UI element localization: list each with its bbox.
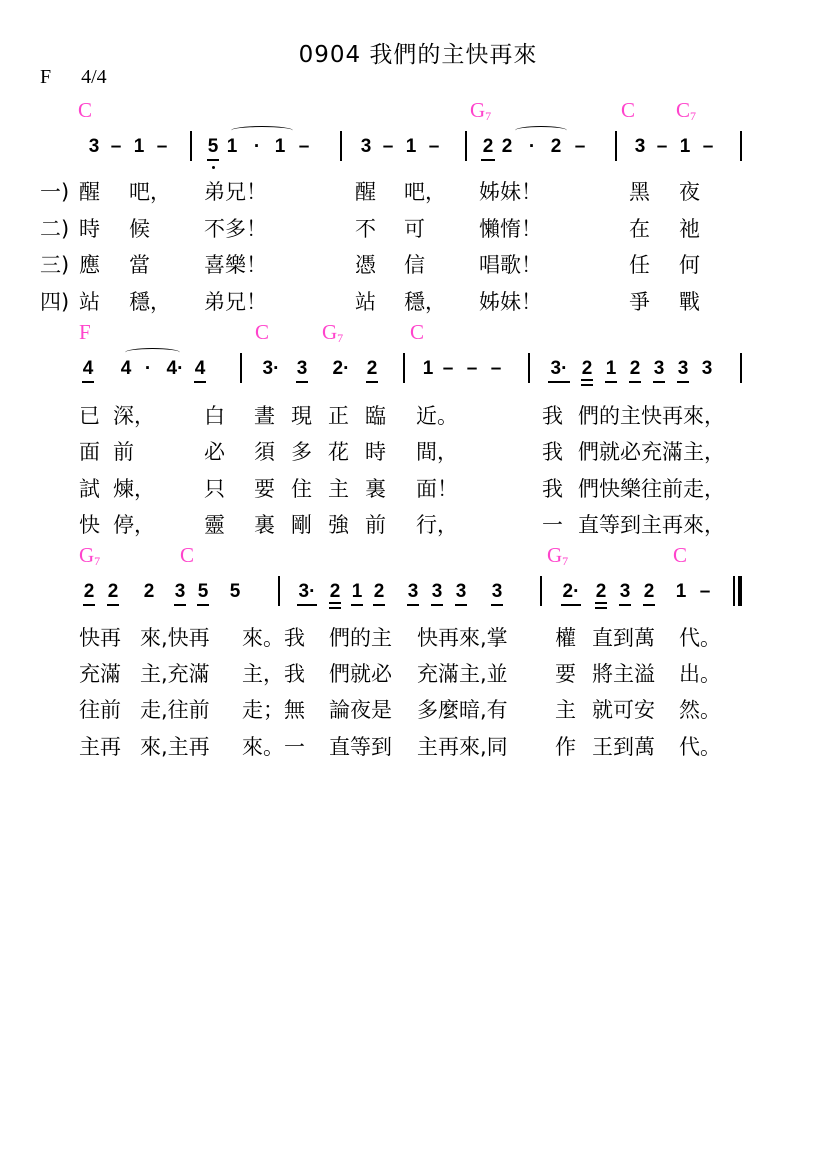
barline bbox=[278, 576, 280, 606]
lyric: 要 bbox=[254, 477, 275, 501]
tie-slur bbox=[125, 348, 180, 357]
barline bbox=[465, 131, 467, 161]
lyric: 作 bbox=[555, 735, 576, 759]
chord-label: C bbox=[621, 98, 636, 122]
tie-slur bbox=[231, 126, 293, 135]
chord-label: $G_7$ bbox=[79, 543, 101, 568]
measure-3: 3 – 1 – bbox=[360, 136, 440, 157]
lyric: 主 bbox=[555, 698, 576, 722]
lyric: 代。 bbox=[679, 735, 721, 759]
lyric: 出。 bbox=[679, 662, 721, 686]
lyric: 醒 bbox=[355, 180, 376, 204]
chord-label: $C_7$ bbox=[676, 98, 697, 123]
lyric: 來。一 bbox=[242, 735, 305, 759]
lyric: 裏 bbox=[365, 477, 386, 501]
chord-label: $G_7$ bbox=[322, 320, 344, 345]
lyric: 面！ bbox=[416, 477, 458, 501]
chord-label: C bbox=[410, 320, 425, 344]
chord-label: C bbox=[78, 98, 93, 122]
lyric: 們的主快再來， bbox=[578, 404, 725, 428]
lyric: 可 bbox=[404, 217, 425, 241]
lyric: 當 bbox=[129, 253, 150, 277]
lyric: 主再 bbox=[79, 735, 121, 759]
measure-2: 3· 2 1 2 3 3 3 3 bbox=[296, 581, 504, 603]
lyric: 主 bbox=[328, 477, 349, 501]
measure-1: 2 2 2 3 5 5 bbox=[83, 581, 241, 602]
time-signature: 4/4 bbox=[81, 66, 107, 88]
lyric: 正 bbox=[328, 404, 349, 428]
lyric: 前 bbox=[113, 440, 134, 464]
lyric: 醒 bbox=[79, 180, 100, 204]
lyric: 夜 bbox=[679, 180, 700, 204]
lyric: 快再來,掌 bbox=[417, 626, 508, 650]
lyric: 已 bbox=[79, 404, 100, 428]
lyric: 充滿主,並 bbox=[417, 662, 508, 686]
lyric: 將主溢 bbox=[592, 662, 655, 686]
lyric: 一 bbox=[542, 513, 563, 537]
chord-label: $G_7$ bbox=[547, 543, 569, 568]
lyric: 裏 bbox=[254, 513, 275, 537]
lyric: 主再來,同 bbox=[417, 735, 508, 759]
lyric: 喜樂！ bbox=[204, 253, 267, 277]
barline bbox=[528, 353, 530, 383]
lyric: 戰 bbox=[679, 290, 700, 314]
lyric: 就可安 bbox=[592, 698, 655, 722]
lyric: 要 bbox=[555, 662, 576, 686]
lyric: 爭 bbox=[629, 290, 650, 314]
lyric: 深， bbox=[113, 404, 155, 428]
lyric: 候 bbox=[129, 217, 150, 241]
final-barline-thick bbox=[738, 576, 742, 606]
lyric: 時 bbox=[79, 217, 100, 241]
lyric: 王到萬 bbox=[592, 735, 655, 759]
lyric: 花 bbox=[328, 440, 349, 464]
lyric: 往前 bbox=[79, 698, 121, 722]
lyric: 主，我 bbox=[242, 662, 305, 686]
lyric: 祂 bbox=[679, 217, 700, 241]
lyric: 論夜是 bbox=[329, 698, 392, 722]
barline bbox=[340, 131, 342, 161]
chord-label: $G_7$ bbox=[470, 98, 492, 123]
barline bbox=[615, 131, 617, 161]
lyric: 黑 bbox=[629, 180, 650, 204]
lyric: 穩， bbox=[404, 290, 446, 314]
verse-number: 一) bbox=[40, 180, 70, 204]
verse-number: 四) bbox=[40, 290, 70, 314]
lyric: 站 bbox=[355, 290, 376, 314]
lyric: 現 bbox=[291, 404, 312, 428]
lyric: 我 bbox=[542, 404, 563, 428]
lyric: 白 bbox=[204, 404, 225, 428]
measure-1: 4 4 · 4· 4 bbox=[82, 358, 206, 379]
lyric: 站 bbox=[79, 290, 100, 314]
key-signature: F bbox=[40, 66, 52, 88]
lyric: 時 bbox=[365, 440, 386, 464]
chord-label: C bbox=[255, 320, 270, 344]
lyric: 來。我 bbox=[242, 626, 305, 650]
lyric: 直等到 bbox=[329, 735, 392, 759]
lyric: 快 bbox=[79, 513, 100, 537]
lyric: 唱歌！ bbox=[479, 253, 542, 277]
lyric: 只 bbox=[204, 477, 225, 501]
lyric: 住 bbox=[291, 477, 312, 501]
lyric: 必 bbox=[204, 440, 225, 464]
chord-label: C bbox=[673, 543, 688, 567]
lyric: 們就必 bbox=[329, 662, 392, 686]
lyric: 強 bbox=[328, 513, 349, 537]
final-barline-thin bbox=[733, 576, 735, 606]
lyric: 快再 bbox=[79, 626, 121, 650]
barline bbox=[540, 576, 542, 606]
lyric: 吧， bbox=[404, 180, 446, 204]
lyric: 權 bbox=[555, 626, 576, 650]
lyric: 不多！ bbox=[204, 217, 267, 241]
lyric: 憑 bbox=[355, 253, 376, 277]
measure-3: 1 – – – bbox=[422, 358, 502, 379]
verse-number: 二) bbox=[40, 217, 70, 241]
lyric: 在 bbox=[629, 217, 650, 241]
barline bbox=[740, 131, 742, 161]
lyric: 們就必充滿主， bbox=[578, 440, 725, 464]
lyric: 近。 bbox=[416, 404, 458, 428]
measure-5: 3 – 1 – bbox=[634, 136, 714, 157]
lyric: 靈 bbox=[204, 513, 225, 537]
lyric: 應 bbox=[79, 253, 100, 277]
lyric: 間， bbox=[416, 440, 458, 464]
lyric: 懶惰！ bbox=[479, 217, 542, 241]
lyric: 姊妹！ bbox=[479, 290, 542, 314]
lyric: 來,主再 bbox=[140, 735, 210, 759]
lyric: 多麼暗,有 bbox=[417, 698, 508, 722]
lyric: 我 bbox=[542, 440, 563, 464]
lyric: 前 bbox=[365, 513, 386, 537]
lyric: 停， bbox=[113, 513, 155, 537]
lyric: 行， bbox=[416, 513, 458, 537]
measure-4: 2 2 · 2 – bbox=[480, 136, 594, 158]
lyric: 弟兄！ bbox=[204, 180, 267, 204]
lyric: 們快樂往前走， bbox=[578, 477, 725, 501]
lyric: 吧， bbox=[129, 180, 171, 204]
lyric: 們的主 bbox=[329, 626, 392, 650]
lyric: 弟兄！ bbox=[204, 290, 267, 314]
lyric: 代。 bbox=[679, 626, 721, 650]
lyric: 主,充滿 bbox=[140, 662, 210, 686]
measure-4: 3· 2 1 2 3 3 3 bbox=[547, 358, 714, 380]
lyric: 晝 bbox=[254, 404, 275, 428]
lyric: 直到萬 bbox=[592, 626, 655, 650]
tie-slur bbox=[515, 126, 567, 135]
lyric: 剛 bbox=[291, 513, 312, 537]
lyric: 走,往前 bbox=[140, 698, 210, 722]
measure-2: 3· 3 2· 2 bbox=[262, 358, 378, 379]
lyric: 直等到主再來， bbox=[578, 513, 725, 537]
lyric: 試 bbox=[79, 477, 100, 501]
lyric: 充滿 bbox=[79, 662, 121, 686]
barline bbox=[190, 131, 192, 161]
lyric: 信 bbox=[404, 253, 425, 277]
lyric: 任 bbox=[629, 253, 650, 277]
measure-1: 3 – 1 – bbox=[88, 136, 168, 157]
lyric: 走；無 bbox=[242, 698, 305, 722]
song-meta bbox=[40, 66, 137, 89]
lyric: 多 bbox=[291, 440, 312, 464]
lyric: 來,快再 bbox=[140, 626, 210, 650]
chord-label: C bbox=[180, 543, 195, 567]
lyric: 穩， bbox=[129, 290, 171, 314]
barline bbox=[740, 353, 742, 383]
song-title: 0904 我們的主快再來 bbox=[298, 42, 538, 68]
lyric: 不 bbox=[355, 217, 376, 241]
lyric: 須 bbox=[254, 440, 275, 464]
lyric: 姊妹！ bbox=[479, 180, 542, 204]
measure-3: 2· 2 3 2 1 – bbox=[560, 581, 714, 603]
measure-2: 5 1 · 1 – bbox=[207, 136, 310, 157]
chord-label: F bbox=[79, 320, 91, 344]
lyric: 何 bbox=[679, 253, 700, 277]
barline bbox=[240, 353, 242, 383]
lyric: 然。 bbox=[679, 698, 721, 722]
lyric: 煉， bbox=[113, 477, 155, 501]
lyric: 面 bbox=[79, 440, 100, 464]
lyric: 臨 bbox=[365, 404, 386, 428]
verse-number: 三) bbox=[40, 253, 70, 277]
lyric: 我 bbox=[542, 477, 563, 501]
barline bbox=[403, 353, 405, 383]
